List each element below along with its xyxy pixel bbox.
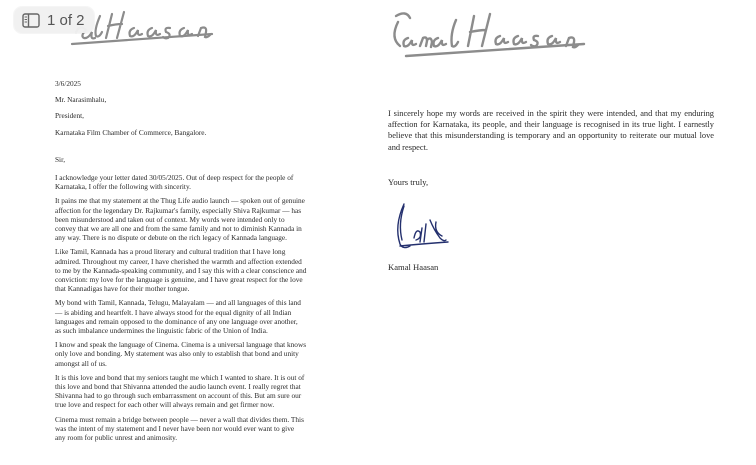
recipient-title: President, [55,111,84,121]
letter-body-page-2: I sincerely hope my words are received in the spirit they were intended, and that my enduring affection for Karnataka, its people, and their language is recognised in its true light. I earnestly believe that this misunderstanding is temporary and an opportunity to reiterate our mutual love and respect. [388,109,714,152]
salutation: Sir, [55,154,66,164]
page-indicator-badge[interactable] [14,7,94,33]
letter-date: 3/6/2025 [55,79,81,88]
handwritten-signature [392,198,454,258]
paragraph: My bond with Tamil, Kannada, Telugu, Malayalam — and all languages of this land — is abiding and heartfelt. I have always stood for the equal dignity of all Indian languages and remain opposed to the dominance of any one language over another, as such imbalance undermines the linguistic fabric of the Union of India. [55,298,301,336]
paragraph: Cinema must remain a bridge between people — never a wall that divides them. This was the intent of my statement and I never have been nor would ever want to give any room for public unrest and animosity. [55,414,304,443]
recipient-org: Karnataka Film Chamber of Commerce, Bangalore. [55,127,207,137]
sidebar-panel-icon[interactable] [22,13,40,28]
letterhead-logo-page-2 [388,8,588,60]
closing-line: Yours truly, [388,177,429,187]
recipient-name: Mr. Narasimhalu, [55,95,107,105]
paragraph: I know and speak the language of Cinema. Cinema is a universal language that knows only love and bonding. My statement was also only to establish that bond and unity amongst all of us. [55,340,307,368]
letter-body-page-1 [55,79,323,447]
page-indicator-text: 1 of 2 [47,11,85,29]
paragraph: I acknowledge your letter dated 30/05/2025. Out of deep respect for the people of Karnataka, I offer the following with sincerity. [55,173,294,192]
paragraph: It is this love and bond that my seniors taught me which I wanted to share. It is out of this love and bond that Shivanna attended the audio launch event. I really regret that Shivanna had to go through such embarrassment on account of this. But am sure our true love and respect for each other will always remain and get firmer now. [55,372,305,410]
paragraph: It pains me that my statement at the Thug Life audio launch — spoken out of genuine affection for the legendary Dr. Rajkumar's family, especially Shiva Rajkumar — has been misunderstood and taken out of context. My words were intended only to convey that we are all one and from the same family and not to diminish Kannada in any way. There is no dispute or debute on the rich legacy of Kannada language. [55,196,305,243]
signer-name: Kamal Haasan [388,262,439,272]
paragraph: Like Tamil, Kannada has a proud literary and cultural tradition that I have long admired. Throughout my career, I have cherished the warmth and affection extended to me by the Kannada-speaking community, and I say this with a clear conscience and conviction: my love for the language is genuine, and I have great respect for the love that Kannadigas have for their mother tongue. [55,247,307,294]
